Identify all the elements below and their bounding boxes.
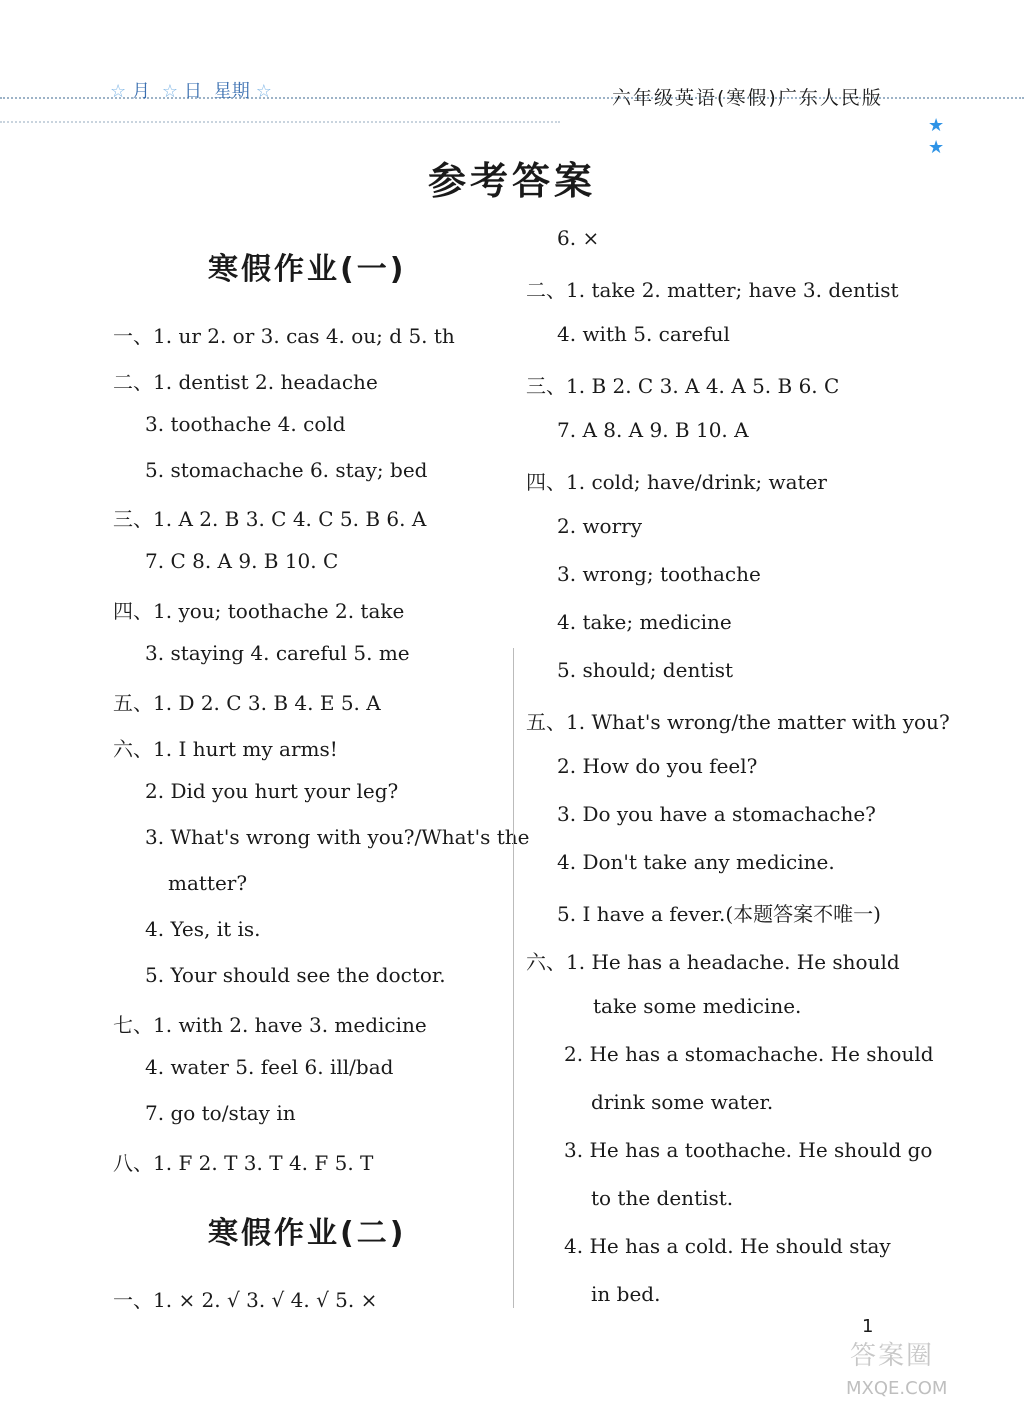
section-title: 寒假作业(一) bbox=[208, 252, 407, 287]
answer-line: 3. staying 4. careful 5. me bbox=[145, 641, 410, 665]
answer-line: 二、1. dentist 2. headache bbox=[113, 370, 378, 394]
answer-line: matter? bbox=[168, 871, 248, 895]
answer-line: 5. stomachache 6. stay; bed bbox=[145, 458, 428, 482]
star-icon: ☆ bbox=[110, 81, 127, 102]
answer-line: 4. take; medicine bbox=[557, 610, 732, 634]
star-icon: ☆ bbox=[161, 81, 179, 102]
answer-line: 4. Yes, it is. bbox=[145, 917, 261, 941]
answer-line: 六、1. I hurt my arms! bbox=[113, 737, 338, 761]
answer-line: 2. He has a stomachache. He should bbox=[564, 1042, 934, 1066]
answer-line: 5. I have a fever.(本题答案不唯一) bbox=[557, 902, 881, 926]
date-fields bbox=[110, 77, 278, 103]
answer-line: 5. should; dentist bbox=[557, 658, 734, 682]
weekday-label: 星期 bbox=[213, 81, 250, 102]
answer-line: 4. with 5. careful bbox=[557, 322, 730, 346]
answer-line: 八、1. F 2. T 3. T 4. F 5. T bbox=[113, 1151, 374, 1175]
answer-line: 一、1. × 2. √ 3. √ 4. √ 5. × bbox=[113, 1288, 378, 1312]
answer-line: 六、1. He has a headache. He should bbox=[526, 950, 900, 974]
answer-line: 3. What's wrong with you?/What's the bbox=[145, 825, 530, 849]
answer-line: 5. Your should see the doctor. bbox=[145, 963, 446, 987]
answer-line: drink some water. bbox=[591, 1090, 774, 1114]
answer-line: 3. wrong; toothache bbox=[557, 562, 761, 586]
star-decoration-icon: ★ ★ bbox=[928, 115, 945, 158]
star-icon: ☆ bbox=[255, 81, 272, 102]
book-title: 六年级英语(寒假)广东人民版 bbox=[612, 87, 883, 109]
answer-line: 3. toothache 4. cold bbox=[145, 412, 346, 436]
answer-line: 4. water 5. feel 6. ill/bad bbox=[145, 1055, 394, 1079]
answer-line: 4. Don't take any medicine. bbox=[557, 850, 835, 874]
answer-line: 3. Do you have a stomachache? bbox=[557, 802, 876, 826]
answer-line: 四、1. you; toothache 2. take bbox=[113, 599, 405, 623]
answer-line: 一、1. ur 2. or 3. cas 4. ou; d 5. th bbox=[113, 324, 455, 348]
answer-line: 4. He has a cold. He should stay bbox=[564, 1234, 891, 1258]
watermark-logo: 答案圈 bbox=[850, 1341, 935, 1371]
answer-line: 2. worry bbox=[557, 514, 643, 538]
answer-line: 五、1. What's wrong/the matter with you? bbox=[526, 710, 950, 734]
answer-line: 3. He has a toothache. He should go bbox=[564, 1138, 933, 1162]
page-header bbox=[0, 55, 1024, 158]
answer-line: 7. C 8. A 9. B 10. C bbox=[145, 549, 339, 573]
month-label: 月 bbox=[132, 81, 151, 102]
answer-line: 三、1. A 2. B 3. C 4. C 5. B 6. A bbox=[113, 507, 427, 531]
answer-line: take some medicine. bbox=[593, 994, 802, 1018]
answer-line: 7. go to/stay in bbox=[145, 1101, 296, 1125]
answer-line: 7. A 8. A 9. B 10. A bbox=[557, 418, 749, 442]
answer-line: 2. Did you hurt your leg? bbox=[145, 779, 399, 803]
answer-line: 二、1. take 2. matter; have 3. dentist bbox=[526, 278, 899, 302]
watermark-url: MXQE.COM bbox=[846, 1378, 948, 1399]
answer-line: 七、1. with 2. have 3. medicine bbox=[113, 1013, 427, 1037]
answer-line: 三、1. B 2. C 3. A 4. A 5. B 6. C bbox=[526, 374, 840, 398]
day-label: 日 bbox=[184, 81, 203, 102]
dotted-divider bbox=[0, 121, 560, 123]
section-title: 寒假作业(二) bbox=[208, 1216, 407, 1251]
answer-line: 四、1. cold; have/drink; water bbox=[526, 470, 827, 494]
answer-line: 2. How do you feel? bbox=[557, 754, 758, 778]
answer-line: 五、1. D 2. C 3. B 4. E 5. A bbox=[113, 691, 381, 715]
page-title: 参考答案 bbox=[427, 159, 596, 203]
page-number: 1 bbox=[862, 1316, 874, 1337]
answer-line: to the dentist. bbox=[591, 1186, 734, 1210]
answer-line: 6. × bbox=[557, 226, 600, 250]
column-divider bbox=[513, 648, 514, 1308]
answer-line: in bed. bbox=[591, 1282, 661, 1306]
